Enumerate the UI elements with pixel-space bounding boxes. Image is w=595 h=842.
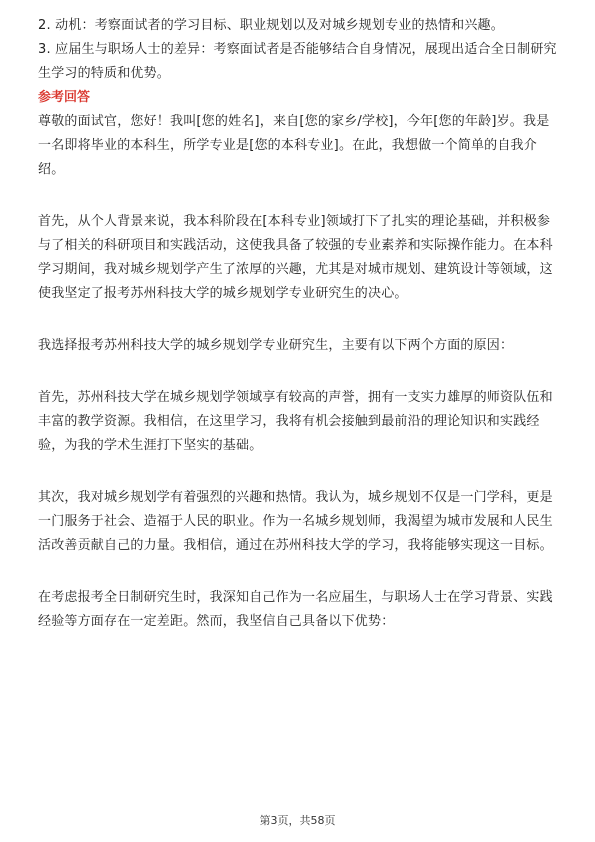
criterion-difference: 3. 应届生与职场人士的差异：考察面试者是否能够结合自身情况，展现出适合全日制研究生学习的特质和优势。: [38, 42, 557, 81]
page-number-footer: 第3页，共58页: [259, 814, 336, 827]
paragraph-reason-first: 首先，苏州科技大学在城乡规划学领域享有较高的声誉，拥有一支实力雄厚的师资队伍和丰富的教学资源。我相信，在这里学习，我将有机会接触到最前沿的理论知识和实践经验，为我的学术生涯打下坚实的基础。: [38, 390, 553, 453]
paragraph-reason-second: 其次，我对城乡规划学有着强烈的兴趣和热情。我认为，城乡规划不仅是一门学科，更是一门服务于社会、造福于人民的职业。作为一名城乡规划师，我渴望为城市发展和人民生活改善贡献自己的力量。我相信，通过在苏州科技大学的学习，我将能够实现这一目标。: [38, 490, 553, 553]
page-content: [38, 14, 561, 634]
paragraph-advantages-intro: 在考虑报考全日制研究生时，我深知自己作为一名应届生，与职场人士在学习背景、实践经验等方面存在一定差距。然而，我坚信自己具备以下优势：: [38, 590, 553, 629]
paragraph-gap: [38, 458, 561, 486]
paragraph-greeting: 尊敬的面试官，您好！我叫[您的姓名]，来自[您的家乡/学校]，今年[您的年龄]岁。我是一名即将毕业的本科生，所学专业是[您的本科专业]。在此，我想做一个简单的自我介绍。: [38, 114, 550, 177]
answer-heading: 参考回答: [38, 90, 91, 105]
paragraph-gap: [38, 182, 561, 210]
paragraph-reasons-intro: 我选择报考苏州科技大学的城乡规划学专业研究生，主要有以下两个方面的原因：: [38, 338, 514, 353]
paragraph-gap: [38, 306, 561, 334]
criterion-motivation: 2. 动机：考察面试者的学习目标、职业规划以及对城乡规划专业的热情和兴趣。: [38, 18, 504, 33]
paragraph-background: 首先，从个人背景来说，我本科阶段在[本科专业]领域打下了扎实的理论基础，并积极参与了相关的科研项目和实践活动，这使我具备了较强的专业素养和实际操作能力。在本科学习期间，我对城乡规划学产生了浓厚的兴趣，尤其是对城市规划、建筑设计等领域，这使我坚定了报考苏州科技大学的城乡规划学专业研究生的决心。: [38, 214, 553, 301]
paragraph-gap: [38, 558, 561, 586]
paragraph-gap: [38, 358, 561, 386]
